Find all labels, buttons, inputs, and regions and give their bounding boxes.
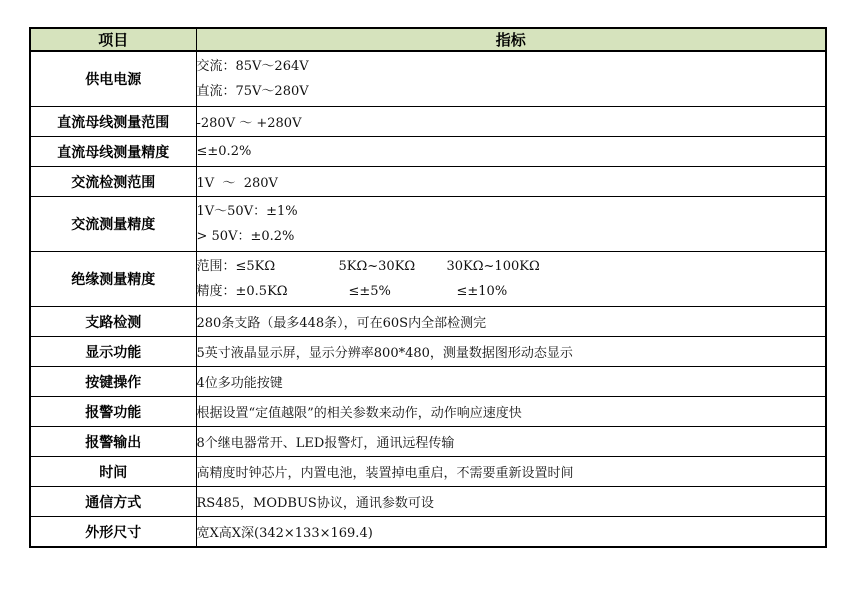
row-value: [196, 197, 826, 252]
row-value: -280V ～ +280V: [196, 107, 826, 137]
row-label: 按键操作: [30, 367, 196, 397]
row-label: 报警功能: [30, 397, 196, 427]
value-line: > 50V：±0.2%: [196, 229, 295, 244]
row-value: [196, 51, 826, 107]
row-value: 8个继电器常开、LED报警灯，通讯远程传输: [196, 427, 826, 457]
row-value: 4位多功能按键: [196, 367, 826, 397]
row-value: ≤±0.2%: [196, 137, 826, 167]
table-row: [30, 307, 826, 337]
table-row: [30, 107, 826, 137]
row-value: 5英寸液晶显示屏，显示分辨率800*480，测量数据图形动态显示: [196, 337, 826, 367]
header-item: 项目: [30, 28, 196, 51]
value-segment: ≤±5%: [348, 284, 391, 299]
row-label: 显示功能: [30, 337, 196, 367]
table-row: [30, 167, 826, 197]
row-label: 时间: [30, 457, 196, 487]
value-segment: 精度：±0.5KΩ: [196, 284, 288, 299]
row-value: RS485，MODBUS协议，通讯参数可设: [196, 487, 826, 517]
table-row: [30, 487, 826, 517]
table-row: [30, 457, 826, 487]
row-value: 1V ～ 280V: [196, 167, 826, 197]
table-row: [30, 427, 826, 457]
row-value: 高精度时钟芯片，内置电池，装置掉电重启，不需要重新设置时间: [196, 457, 826, 487]
value-segment: 范围：≤5KΩ: [196, 259, 276, 274]
row-label: 直流母线测量范围: [30, 107, 196, 137]
value-segment: 30KΩ~100KΩ: [446, 259, 540, 274]
row-label: 通信方式: [30, 487, 196, 517]
row-value: 宽X高X深(342×133×169.4): [196, 517, 826, 548]
row-label: 交流测量精度: [30, 197, 196, 252]
row-value: 根据设置“定值越限”的相关参数来动作，动作响应速度快: [196, 397, 826, 427]
row-label: 交流检测范围: [30, 167, 196, 197]
table-row: [30, 137, 826, 167]
row-label: 供电电源: [30, 51, 196, 107]
table-row: [30, 51, 826, 107]
row-label: 报警输出: [30, 427, 196, 457]
table-row: [30, 197, 826, 252]
row-label: 绝缘测量精度: [30, 252, 196, 307]
table-row: [30, 337, 826, 367]
header-spec: 指标: [196, 28, 826, 51]
header-row: [30, 28, 826, 51]
value-line: 交流：85V～264V: [196, 59, 309, 74]
value-segment: ≤±10%: [456, 284, 508, 299]
value-line: 直流：75V～280V: [196, 84, 309, 99]
value-line: [197, 279, 826, 304]
table-row: [30, 517, 826, 548]
row-label: 直流母线测量精度: [30, 137, 196, 167]
value-line: [197, 254, 826, 279]
table-row: [30, 367, 826, 397]
value-segment: 5KΩ~30KΩ: [338, 259, 416, 274]
table-row: [30, 252, 826, 307]
row-label: 支路检测: [30, 307, 196, 337]
row-label: 外形尺寸: [30, 517, 196, 548]
value-line: 1V～50V：±1%: [196, 204, 298, 219]
table-row: [30, 397, 826, 427]
spec-table: [29, 27, 827, 548]
row-value: 280条支路（最多448条），可在60S内全部检测完: [196, 307, 826, 337]
row-value: [196, 252, 826, 307]
